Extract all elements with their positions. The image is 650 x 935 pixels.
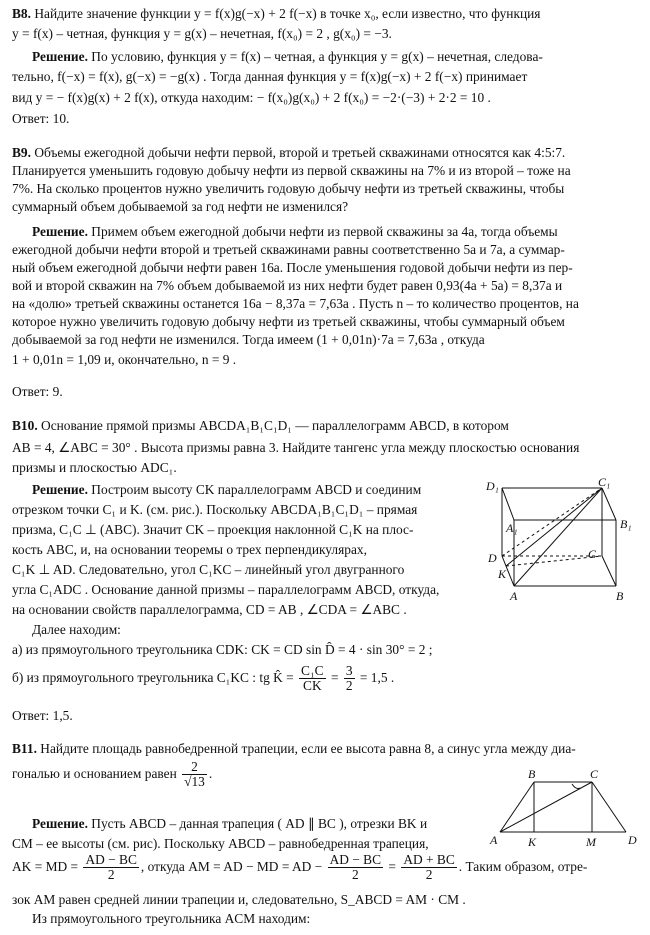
label-b: B: [616, 589, 624, 603]
solution-label: Решение.: [32, 49, 88, 64]
label-a1: A₁: [506, 521, 518, 535]
fraction-3-over-2: $\frac{3}{2}$: [345, 663, 353, 694]
trap-label-m: M: [586, 835, 596, 848]
b8-line-1: B8. Найдите значение функции y = f(x)g(−x) + 2 f(−x) в точке x₀, если известно, что функция: [12, 6, 541, 21]
b10-solution-line-3: призма, C₁C ⊥ (ABC). Значит CK – проекция наклонной C₁K на плос-: [12, 522, 414, 537]
b9-solution-line-2: ежегодной добычи нефти второй и третьей скважинами равны соответственно 5a и 7a, а суммар-: [12, 242, 565, 257]
b9-answer: Ответ: 9.: [12, 384, 63, 399]
trap-label-d: D: [628, 833, 637, 847]
b10-solution-line-1: Решение. Построим высоту CK параллелограмм ABCD и соединим: [32, 482, 422, 497]
b10-solution-line-6: угла C₁ADC . Основание данной призмы – параллелограмм ABCD, откуда,: [12, 582, 440, 597]
label-c: C: [588, 547, 597, 561]
b10-line-2: AB = 4, ∠ABC = 30° . Высота призмы равна 3. Найдите тангенс угла между плоскостью основания: [12, 440, 580, 455]
problem-number: B9.: [12, 145, 31, 160]
label-d1: D₁: [486, 479, 499, 493]
b8-solution-line-3: вид y = − f(x)g(x) + 2 f(x), откуда находим: − f(x₀)g(x₀) + 2 f(x₀) = −2·(−3) + 2·2 = 10 .: [12, 90, 491, 105]
solution-label: Решение.: [32, 482, 88, 497]
problem-number: B8.: [12, 6, 31, 21]
label-c1: C₁: [598, 478, 611, 489]
trap-label-c: C: [590, 768, 599, 781]
fraction-ad-plus-bc-over-2: $\frac{AD + BC}{2}$: [403, 852, 455, 883]
trapezoid-figure: [488, 768, 642, 848]
problem-number: B10.: [12, 418, 38, 433]
b9-solution-line-6: которое нужно увеличить годовую добычу нефти из третьей скважины, чтобы суммарный объем: [12, 314, 565, 329]
b10-solution-line-4: кость ABC, и, на основании теоремы о трех перпендикулярах,: [12, 542, 367, 557]
b10-solution-line-8: Далее находим:: [32, 622, 121, 637]
b8-solution-line-2: тельно, f(−x) = f(x), g(−x) = −g(x) . Тогда данная функция y = f(x)g(−x) + 2 f(−x) принимает: [12, 69, 528, 84]
b10-solution-line-5: C₁K ⊥ AD. Следовательно, угол C₁KC – линейный угол двугранного: [12, 562, 405, 577]
b9-solution-line-3: ный объем ежегодной добычи нефти равен 16a. После уменьшения годовой добычи нефти из пер-: [12, 260, 573, 275]
solution-label: Решение.: [32, 816, 88, 831]
label-b1: B₁: [620, 517, 632, 531]
b9-solution-line-5: на «долю» третьей скважины останется 16a − 8,37a = 7,63a . Пусть n – то количество процентов, на: [12, 296, 579, 311]
fraction-2-over-sqrt13: $\frac{2}{√13}$: [184, 759, 205, 790]
label-a: A: [510, 589, 518, 603]
b9-line-1: B9. Объемы ежегодной добычи нефти первой, второй и третьей скважинами относятся как 4:5:7.: [12, 145, 566, 160]
fraction-c1c-over-ck: $\frac{\text{C₁C}}{CK}$: [301, 663, 324, 694]
b8-line-2: y = f(x) – четная, функция y = g(x) – нечетная, f(x₀) = 2 , g(x₀) = −3.: [12, 26, 392, 41]
trap-label-k: K: [528, 835, 537, 848]
b10-solution-line-2: отрезком точки C₁ и K. (см. рис.). Поскольку ABCDA₁B₁C₁D₁ – прямая: [12, 502, 418, 517]
b9-solution-line-1: Решение. Примем объем ежегодной добычи нефти из первой скважины за 4a, тогда объемы: [32, 224, 558, 239]
b10-answer: Ответ: 1,5.: [12, 708, 73, 723]
fraction-ad-minus-bc-over-2: $\frac{AD - BC}{2}$: [85, 852, 137, 883]
b10-solution-line-9: а) из прямоугольного треугольника CDK: CK = CD sin D̂ = 4 · sin 30° = 2 ;: [12, 642, 433, 657]
b9-line-2: Планируется уменьшить годовую добычу нефти из первой скважины на 7% и из второй – тоже на: [12, 163, 571, 178]
b11-solution-line-2: CM – ее высоты (см. рис). Поскольку ABCD – равнобедренная трапеция,: [12, 836, 429, 851]
trap-label-a: A: [490, 833, 498, 847]
b11-solution-line-1: Решение. Пусть ABCD – данная трапеция ( AD ∥ BC ), отрезки BK и: [32, 816, 428, 831]
solution-label: Решение.: [32, 224, 88, 239]
b9-line-3: 7%. На сколько процентов нужно увеличить годовую добычу нефти из третьей скважины, чтобы: [12, 181, 565, 196]
b9-line-4: суммарный объем добываемой за год нефти не изменился?: [12, 199, 349, 214]
b11-line-1: B11. Найдите площадь равнобедренной трапеции, если ее высота равна 8, а синус угла между диа-: [12, 741, 576, 756]
label-d: D: [488, 551, 497, 565]
trap-label-b: B: [528, 768, 536, 781]
b10-solution-line-10: б) из прямоугольного треугольника C₁KC : tg K̂ = $\frac{\text{C₁C}}{CK}$ = $\frac{3}{2}$ = 1,5 .: [12, 663, 395, 694]
label-k: K: [498, 567, 507, 581]
b9-solution-line-8: 1 + 0,01n = 1,09 и, окончательно, n = 9 .: [12, 352, 237, 367]
b10-line-3: призмы и плоскостью ADC₁.: [12, 460, 177, 475]
b11-line-2: гональю и основанием равен $\frac{2}{√13}$ .: [12, 759, 213, 790]
b9-solution-line-4: вой и второй скважин на 7% объем добываемой из них нефти будет равен 0,93(4a + 5a) = 8,37a и: [12, 278, 563, 293]
b11-solution-line-4: зок AM равен средней линии трапеции и, следовательно, S_ABCD = AM · CM .: [12, 892, 466, 907]
problem-number: B11.: [12, 741, 37, 756]
b9-solution-line-7: добываемой за год нефти не изменился. Тогда имеем (1 + 0,01n)·7a = 7,63a , откуда: [12, 332, 485, 347]
b8-answer: Ответ: 10.: [12, 111, 70, 126]
prism-figure: [484, 478, 644, 604]
b10-solution-line-7: на основании свойств параллелограмма, CD = AB , ∠CDA = ∠ABC .: [12, 602, 407, 617]
b11-solution-line-5: Из прямоугольного треугольника ACM находим:: [32, 911, 311, 926]
fraction-ad-minus-bc-over-2-b: $\frac{AD - BC}{2}$: [329, 852, 382, 883]
b10-line-1: B10. Основание прямой призмы ABCDA₁B₁C₁D₁ — параллелограмм ABCD, в котором: [12, 418, 509, 433]
b11-solution-line-3: AK = MD = $\frac{AD - BC}{2}$ , откуда AM = AD − MD = AD − $\frac{AD - BC}{2}$ = $\frac{AD + BC}{2}$ . Таким образом, отре-: [12, 852, 588, 883]
b8-solution-line-1: Решение. По условию, функция y = f(x) – четная, а функция y = g(x) – нечетная, следова-: [32, 49, 543, 64]
